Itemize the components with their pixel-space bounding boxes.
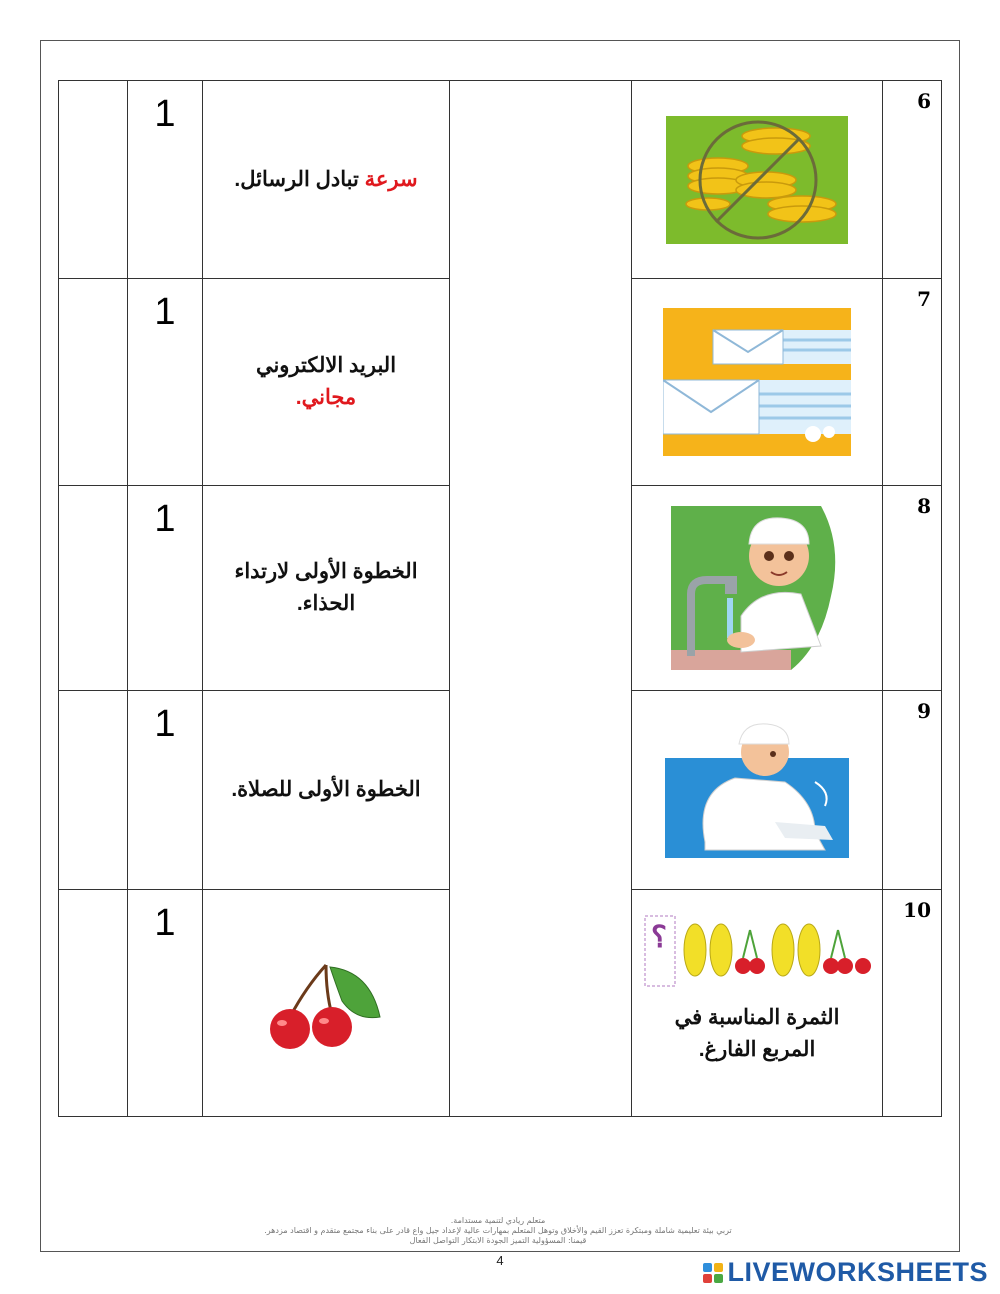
question-number: 10 [903, 898, 931, 922]
image-cell[interactable] [632, 691, 883, 890]
brand-name: LIVEWORKSHEETS [727, 1257, 988, 1287]
score-cell [128, 279, 203, 486]
answer-text-cell[interactable] [203, 486, 450, 691]
answer-text-cell[interactable] [203, 81, 450, 279]
score-value: 1 [154, 93, 176, 135]
footer-vision: متعلم ريادي لتنمية مستدامة. [450, 1216, 546, 1225]
question-number: 8 [917, 494, 931, 518]
answer-text: الخطوة الأولى لارتداء [234, 560, 418, 583]
answer-box[interactable] [59, 691, 128, 890]
question-number: 6 [917, 89, 931, 113]
image-cell[interactable] [632, 81, 883, 279]
brand-logo[interactable] [703, 1257, 988, 1288]
question-number-cell [883, 81, 942, 279]
answer-box[interactable] [59, 890, 128, 1117]
question-number: 7 [917, 287, 931, 311]
email-envelopes-icon [663, 308, 851, 456]
answer-text: البريد الالكتروني [255, 354, 397, 377]
score-value: 1 [154, 498, 176, 540]
boy-washing-hands-icon [671, 506, 843, 670]
question-mark: ؟ [651, 921, 667, 954]
score-value: 1 [154, 291, 176, 333]
answer-image-cell[interactable] [203, 890, 450, 1117]
highlight-word: سرعة [364, 167, 418, 191]
score-value: 1 [154, 703, 176, 745]
question-number-cell [883, 890, 942, 1117]
question-cell[interactable] [632, 890, 883, 1117]
answer-box[interactable] [59, 81, 128, 279]
answer-text-cell[interactable] [203, 691, 450, 890]
question-text: الثمرة المناسبة في [674, 1006, 840, 1029]
question-number: 9 [917, 699, 931, 723]
answer-box[interactable] [59, 486, 128, 691]
connecting-column [450, 81, 632, 1117]
question-number-cell [883, 691, 942, 890]
image-cell[interactable] [632, 279, 883, 486]
footer-values: قيمنا: المسؤولية التميز الجودة الابتكار التواصل الفعال [409, 1236, 587, 1245]
question-number-cell [883, 279, 942, 486]
score-cell [128, 81, 203, 279]
footer-mission: تربي بيئة تعليمية شاملة ومبتكرة تعزز القيم والأخلاق وتوهل المتعلم بمهارات عالية لإعداد جيل واع قادر على بناء مجتمع متقدم و اقتصاد مزدهر. [264, 1226, 732, 1235]
answer-text: تبادل الرسائل. [234, 167, 365, 191]
liveworksheets-logo-icon [703, 1263, 723, 1283]
score-cell [128, 486, 203, 691]
score-cell [128, 691, 203, 890]
question-text: المربع الفارغ. [698, 1038, 816, 1061]
coins-no-cost-icon [666, 116, 848, 244]
footer [78, 1216, 918, 1246]
worksheet-table [58, 80, 942, 1117]
score-value: 1 [154, 902, 176, 944]
answer-text-cell[interactable] [203, 279, 450, 486]
answer-box[interactable] [59, 279, 128, 486]
page-number: 4 [496, 1253, 504, 1268]
boy-wearing-socks-icon [665, 722, 849, 858]
highlight-word: مجاني. [295, 386, 357, 409]
score-cell [128, 890, 203, 1117]
cherry-icon [266, 957, 386, 1049]
image-cell[interactable] [632, 486, 883, 691]
question-number-cell [883, 486, 942, 691]
answer-text: الخطوة الأولى للصلاة. [231, 778, 421, 801]
table-row [59, 81, 942, 279]
answer-text: الحذاء. [296, 592, 356, 615]
